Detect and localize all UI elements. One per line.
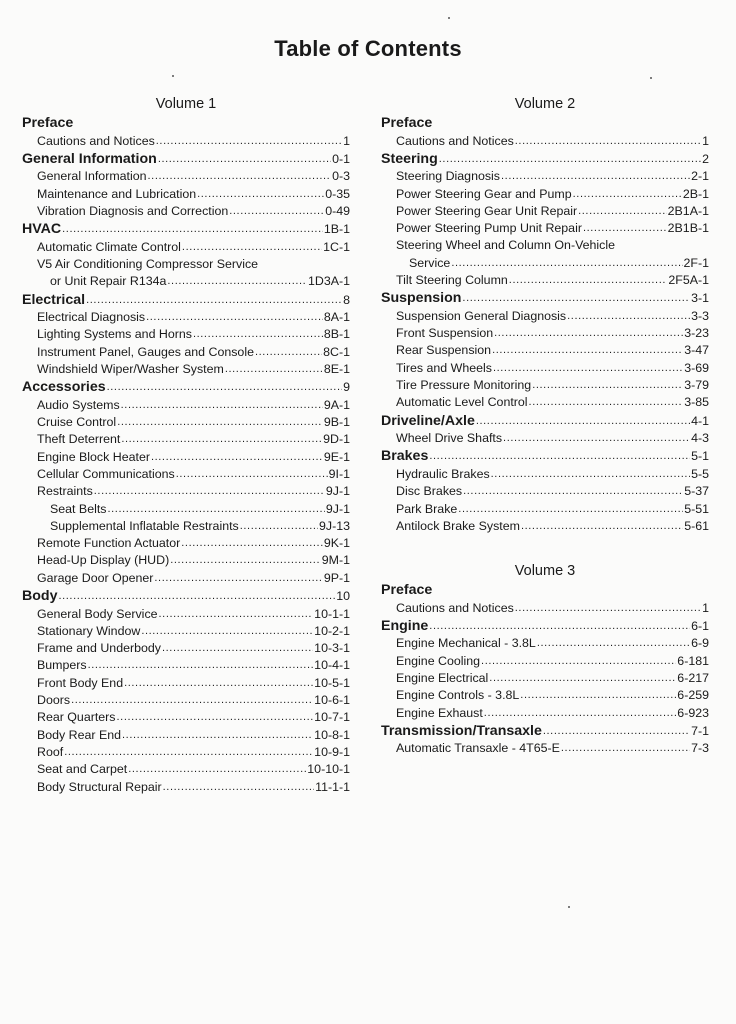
dot-leader [141, 623, 313, 640]
page-number: 3-79 [684, 378, 709, 393]
toc-entry [22, 326, 350, 343]
entry-title: Power Steering Gear Unit Repair [396, 203, 578, 218]
page-number: 6-217 [677, 671, 709, 686]
entry-title: Suspension General Diagnosis [396, 308, 567, 323]
dot-leader [489, 670, 676, 687]
toc-entry [22, 692, 350, 709]
toc-entry [22, 449, 350, 466]
toc-entry [22, 709, 350, 726]
page-number: 1B-1 [323, 222, 350, 237]
section-title: Brakes [381, 448, 429, 465]
dot-leader [255, 344, 322, 361]
section-title: Body [22, 588, 58, 605]
toc-section-entry [22, 220, 350, 239]
entry-title: Power Steering Gear and Pump [396, 186, 572, 201]
dot-leader [429, 447, 690, 466]
toc-entry [22, 361, 350, 378]
toc-entry [22, 501, 350, 518]
scan-speck [650, 77, 652, 79]
entry-title: Electrical Diagnosis [37, 310, 146, 325]
page-number: 8E-1 [323, 361, 350, 376]
toc-entry [381, 308, 709, 325]
page-number: 10 [336, 589, 350, 604]
page-number: 6-181 [677, 653, 709, 668]
dot-leader [578, 203, 667, 220]
section-title: Accessories [22, 379, 106, 396]
dot-leader [451, 255, 682, 272]
toc-entry [381, 220, 709, 237]
entry-title: Hydraulic Brakes [396, 466, 490, 481]
dot-leader [561, 740, 690, 757]
column-left [22, 94, 350, 796]
entry-title: Tire Pressure Monitoring [396, 378, 532, 393]
entry-title: Engine Electrical [396, 671, 489, 686]
dot-leader [121, 431, 322, 448]
page-number: 0-3 [332, 169, 350, 184]
volume-2-entries [381, 114, 709, 535]
dot-leader [439, 150, 701, 169]
toc-entry [22, 186, 350, 203]
page-number: 3-47 [684, 343, 709, 358]
page-number: 0-49 [325, 203, 350, 218]
toc-entry [381, 670, 709, 687]
entry-title: Engine Block Heater [37, 449, 150, 464]
page-number: 9 [343, 380, 350, 395]
volume-3-heading: Volume 3 [514, 563, 576, 580]
page-number: 2-1 [691, 169, 709, 184]
page-number: 11-1-1 [315, 779, 350, 794]
entry-title: Engine Mechanical - 3.8L [396, 636, 536, 651]
page-number: 10-3-1 [314, 641, 350, 656]
page-number: 9K-1 [323, 536, 350, 551]
dot-leader [543, 722, 690, 741]
dot-leader [462, 289, 690, 308]
dot-leader [117, 414, 323, 431]
entry-title: Automatic Climate Control [37, 239, 181, 254]
toc-entry [22, 779, 350, 796]
page-number: 3-1 [691, 291, 709, 306]
toc-entry [22, 570, 350, 587]
entry-title: Cellular Communications [37, 466, 175, 481]
volume-3-entries [381, 581, 709, 758]
dot-leader [154, 570, 322, 587]
dot-leader [463, 483, 683, 500]
page-number: 5-1 [691, 449, 709, 464]
entry-title: Body Structural Repair [37, 779, 162, 794]
toc-entry [381, 705, 709, 722]
page-number: 9D-1 [323, 432, 350, 447]
page-number: 10-2-1 [314, 623, 350, 638]
toc-entry [381, 133, 709, 150]
dot-leader [537, 635, 690, 652]
page-number: 9B-1 [323, 415, 350, 430]
toc-section-entry [381, 722, 709, 741]
entry-title: Automatic Transaxle - 4T65-E [396, 741, 560, 756]
toc-entry [22, 761, 350, 778]
dot-leader [476, 412, 690, 431]
section-title: General Information [22, 150, 157, 167]
page-number: 10-10-1 [307, 762, 350, 777]
section-title: Suspension [381, 290, 462, 307]
dot-leader [107, 378, 342, 397]
page-number: 5-61 [684, 518, 709, 533]
toc-section-entry [381, 447, 709, 466]
page-number: 1 [343, 133, 350, 148]
entry-title: V5 Air Conditioning Compressor Service [37, 256, 259, 271]
page-number: 3-3 [691, 308, 709, 323]
dot-leader [481, 653, 676, 670]
toc-entry [381, 394, 709, 411]
entry-title: Instrument Panel, Gauges and Console [37, 344, 254, 359]
page-number: 3-85 [684, 395, 709, 410]
toc-entry [381, 635, 709, 652]
toc-entry [381, 518, 709, 535]
dot-leader [567, 308, 690, 325]
dot-leader [146, 309, 323, 326]
toc-entry [22, 414, 350, 431]
toc-section-entry [22, 587, 350, 606]
scan-speck [172, 75, 174, 77]
page-number: 6-259 [677, 688, 709, 703]
entry-title: Seat and Carpet [37, 762, 128, 777]
dot-leader [429, 617, 690, 636]
page-title: Table of Contents [274, 36, 462, 61]
dot-leader [197, 186, 324, 203]
toc-entry [381, 237, 709, 254]
toc-section-entry [381, 289, 709, 308]
toc-entry [22, 535, 350, 552]
dot-leader [64, 744, 313, 761]
entry-title: Lighting Systems and Horns [37, 327, 192, 342]
section-title: Engine [381, 617, 429, 634]
page-number: 9J-1 [325, 484, 350, 499]
toc-entry [22, 744, 350, 761]
scan-speck [568, 906, 570, 908]
toc-entry [381, 600, 709, 617]
dot-leader [124, 675, 313, 692]
toc-section-entry [22, 291, 350, 310]
dot-leader [62, 220, 323, 239]
dot-leader [182, 239, 322, 256]
entry-title: Steering Diagnosis [396, 169, 501, 184]
dot-leader [167, 273, 307, 290]
entry-title: Antilock Brake System [396, 518, 520, 533]
page-number: 9J-13 [319, 518, 350, 533]
page-number: 9J-1 [325, 501, 350, 516]
entry-title: Tilt Steering Column [396, 273, 508, 288]
page-number: 2 [702, 151, 709, 166]
page-number: 4-3 [691, 431, 709, 446]
entry-title: Seat Belts [50, 501, 107, 516]
page-number: 10-9-1 [314, 744, 350, 759]
section-title: HVAC [22, 221, 62, 238]
dot-leader [515, 600, 701, 617]
dot-leader [181, 535, 323, 552]
entry-title: Stationary Window [37, 623, 141, 638]
toc-entry [381, 342, 709, 359]
entry-title: Cruise Control [37, 415, 117, 430]
dot-leader [503, 430, 690, 447]
page-number: 1D3A-1 [307, 274, 350, 289]
page-number: 2B-1 [682, 186, 709, 201]
toc-entry [22, 640, 350, 657]
toc-entry [381, 466, 709, 483]
dot-leader [88, 657, 314, 674]
dot-leader [458, 501, 683, 518]
page-number: 8C-1 [323, 344, 350, 359]
entry-title: Engine Controls - 3.8L [396, 688, 520, 703]
page-number: 5-37 [684, 484, 709, 499]
toc-entry [381, 653, 709, 670]
toc-entry [22, 431, 350, 448]
page-number: 9A-1 [323, 397, 350, 412]
entry-title: Automatic Level Control [396, 395, 528, 410]
page-number: 9E-1 [323, 449, 350, 464]
entry-title: Windshield Wiper/Washer System [37, 361, 224, 376]
entry-title: Theft Deterrent [37, 432, 121, 447]
section-title: Preface [22, 115, 74, 131]
toc-entry [381, 325, 709, 342]
toc-entry [381, 186, 709, 203]
toc-entry [22, 606, 350, 623]
dot-leader [240, 518, 318, 535]
toc-entry [22, 273, 350, 290]
dot-leader [94, 483, 325, 500]
page-number: 7-1 [691, 723, 709, 738]
toc-entry [381, 377, 709, 394]
toc-entry [22, 623, 350, 640]
dot-leader [493, 360, 683, 377]
entry-title: Audio Systems [37, 397, 120, 412]
section-title: Steering [381, 150, 438, 167]
page-number: 9I-1 [328, 466, 350, 481]
dot-leader [71, 692, 313, 709]
page-number: 10-5-1 [314, 675, 350, 690]
toc-entry [381, 483, 709, 500]
dot-leader [484, 705, 677, 722]
volume-2-heading: Volume 2 [514, 96, 576, 112]
page-number: 1 [702, 133, 709, 148]
page-number: 5-51 [684, 501, 709, 516]
dot-leader [193, 326, 323, 343]
entry-title: Maintenance and Lubrication [37, 186, 197, 201]
entry-title: Supplemental Inflatable Restraints [50, 518, 239, 533]
toc-entry [381, 687, 709, 704]
dot-leader [156, 133, 342, 150]
toc-entry [381, 360, 709, 377]
entry-title: Remote Function Actuator [37, 536, 181, 551]
page-number: 10-4-1 [314, 658, 350, 673]
page-number: 4-1 [691, 413, 709, 428]
dot-leader [163, 779, 314, 796]
entry-title: Cautions and Notices [37, 133, 155, 148]
entry-title: Wheel Drive Shafts [396, 431, 503, 446]
entry-title: Cautions and Notices [396, 133, 514, 148]
entry-title: Tires and Wheels [396, 360, 492, 375]
column-right [381, 94, 709, 758]
page-number: 6-9 [691, 636, 709, 651]
toc-entry [381, 255, 709, 272]
entry-title: Doors [37, 693, 71, 708]
entry-title: Cautions and Notices [396, 600, 514, 615]
dot-leader [532, 377, 683, 394]
page-number: 10-7-1 [314, 710, 350, 725]
section-title: Driveline/Axle [381, 412, 475, 429]
page-number: 3-23 [684, 326, 709, 341]
page-number: 6-1 [691, 618, 709, 633]
entry-title: General Body Service [37, 606, 158, 621]
toc-entry [381, 168, 709, 185]
entry-title: Head-Up Display (HUD) [37, 553, 170, 568]
toc-entry [22, 727, 350, 744]
volume-1-entries [22, 114, 350, 796]
dot-leader [148, 168, 332, 185]
dot-leader [170, 552, 321, 569]
toc-entry [22, 239, 350, 256]
dot-leader [151, 449, 323, 466]
entry-title: or Unit Repair R134a [50, 274, 167, 289]
entry-title: Vibration Diagnosis and Correction [37, 203, 229, 218]
entry-title: Engine Cooling [396, 653, 481, 668]
section-title: Preface [381, 115, 433, 131]
entry-title: Rear Quarters [37, 710, 116, 725]
dot-leader [225, 361, 323, 378]
dot-leader [583, 220, 667, 237]
dot-leader [501, 168, 690, 185]
dot-leader [158, 150, 331, 169]
toc-entry [22, 675, 350, 692]
page-number: 2F5A-1 [668, 273, 709, 288]
entry-title: Front Suspension [396, 326, 494, 341]
toc-entry [22, 552, 350, 569]
volume-1-heading: Volume 1 [155, 96, 217, 112]
entry-title: Rear Suspension [396, 343, 492, 358]
page-number: 7-3 [691, 741, 709, 756]
dot-leader [86, 291, 342, 310]
page-number: 2B1B-1 [667, 221, 709, 236]
entry-title: Engine Exhaust [396, 705, 483, 720]
entry-title: Disc Brakes [396, 484, 463, 499]
page-number: 0-1 [332, 151, 350, 166]
entry-title: Park Brake [396, 501, 458, 516]
toc-entry [22, 483, 350, 500]
dot-leader [509, 272, 668, 289]
entry-title: General Information [37, 169, 147, 184]
toc-section-entry [22, 378, 350, 397]
toc-entry [381, 430, 709, 447]
toc-section-entry [381, 412, 709, 431]
dot-leader [529, 394, 684, 411]
section-title: Electrical [22, 291, 86, 308]
dot-leader [492, 342, 683, 359]
dot-leader [162, 640, 313, 657]
toc-section-entry [22, 150, 350, 169]
dot-leader [121, 397, 323, 414]
toc-entry [22, 657, 350, 674]
page-number: 8A-1 [323, 310, 350, 325]
page-number: 10-1-1 [314, 606, 350, 621]
toc-entry [22, 133, 350, 150]
dot-leader [122, 727, 313, 744]
dot-leader [107, 501, 324, 518]
page-number: 9P-1 [323, 570, 350, 585]
entry-title: Steering Wheel and Column On-Vehicle [396, 238, 616, 253]
dot-leader [573, 186, 682, 203]
toc-entry [22, 203, 350, 220]
page-number: 10-6-1 [314, 693, 350, 708]
entry-title: Restraints [37, 484, 93, 499]
entry-title: Frame and Underbody [37, 641, 161, 656]
toc-entry [22, 168, 350, 185]
dot-leader [520, 687, 676, 704]
dot-leader [117, 709, 314, 726]
page-number: 5-5 [691, 466, 709, 481]
toc-section-entry [381, 617, 709, 636]
toc-entry [22, 344, 350, 361]
page-number: 1C-1 [323, 239, 350, 254]
dot-leader [494, 325, 683, 342]
toc-entry [22, 397, 350, 414]
dot-leader [176, 466, 328, 483]
toc-entry [22, 309, 350, 326]
page-number: 10-8-1 [314, 727, 350, 742]
page-number: 9M-1 [321, 553, 350, 568]
toc-entry [22, 256, 350, 273]
dot-leader [491, 466, 690, 483]
toc-entry [381, 740, 709, 757]
toc-section-entry [381, 114, 709, 133]
page-number: 1 [702, 600, 709, 615]
entry-title: Service [409, 255, 451, 270]
section-title: Preface [381, 582, 433, 599]
toc-section-entry [381, 581, 709, 600]
page-number: 8B-1 [323, 327, 350, 342]
toc-entry [22, 518, 350, 535]
dot-leader [515, 133, 701, 150]
dot-leader [128, 761, 306, 778]
toc-entry [381, 501, 709, 518]
page-number: 8 [343, 292, 350, 307]
entry-title: Power Steering Pump Unit Repair [396, 221, 582, 236]
entry-title: Bumpers [37, 658, 87, 673]
page-number: 3-69 [684, 360, 709, 375]
dot-leader [159, 606, 314, 623]
entry-title: Body Rear End [37, 727, 122, 742]
page-number: 0-35 [325, 186, 350, 201]
dot-leader [521, 518, 683, 535]
entry-title: Roof [37, 744, 64, 759]
toc-section-entry [381, 150, 709, 169]
page-number: 2B1A-1 [667, 203, 709, 218]
toc-entry [22, 466, 350, 483]
entry-title: Front Body End [37, 675, 124, 690]
page-number: 6-923 [677, 705, 709, 720]
toc-section-entry [22, 114, 350, 133]
toc-entry [381, 203, 709, 220]
entry-title: Garage Door Opener [37, 570, 154, 585]
dot-leader [229, 203, 324, 220]
page-number: 2F-1 [683, 255, 709, 270]
toc-entry [381, 272, 709, 289]
scan-speck [448, 17, 450, 19]
section-title: Transmission/Transaxle [381, 722, 542, 739]
dot-leader [58, 587, 335, 606]
